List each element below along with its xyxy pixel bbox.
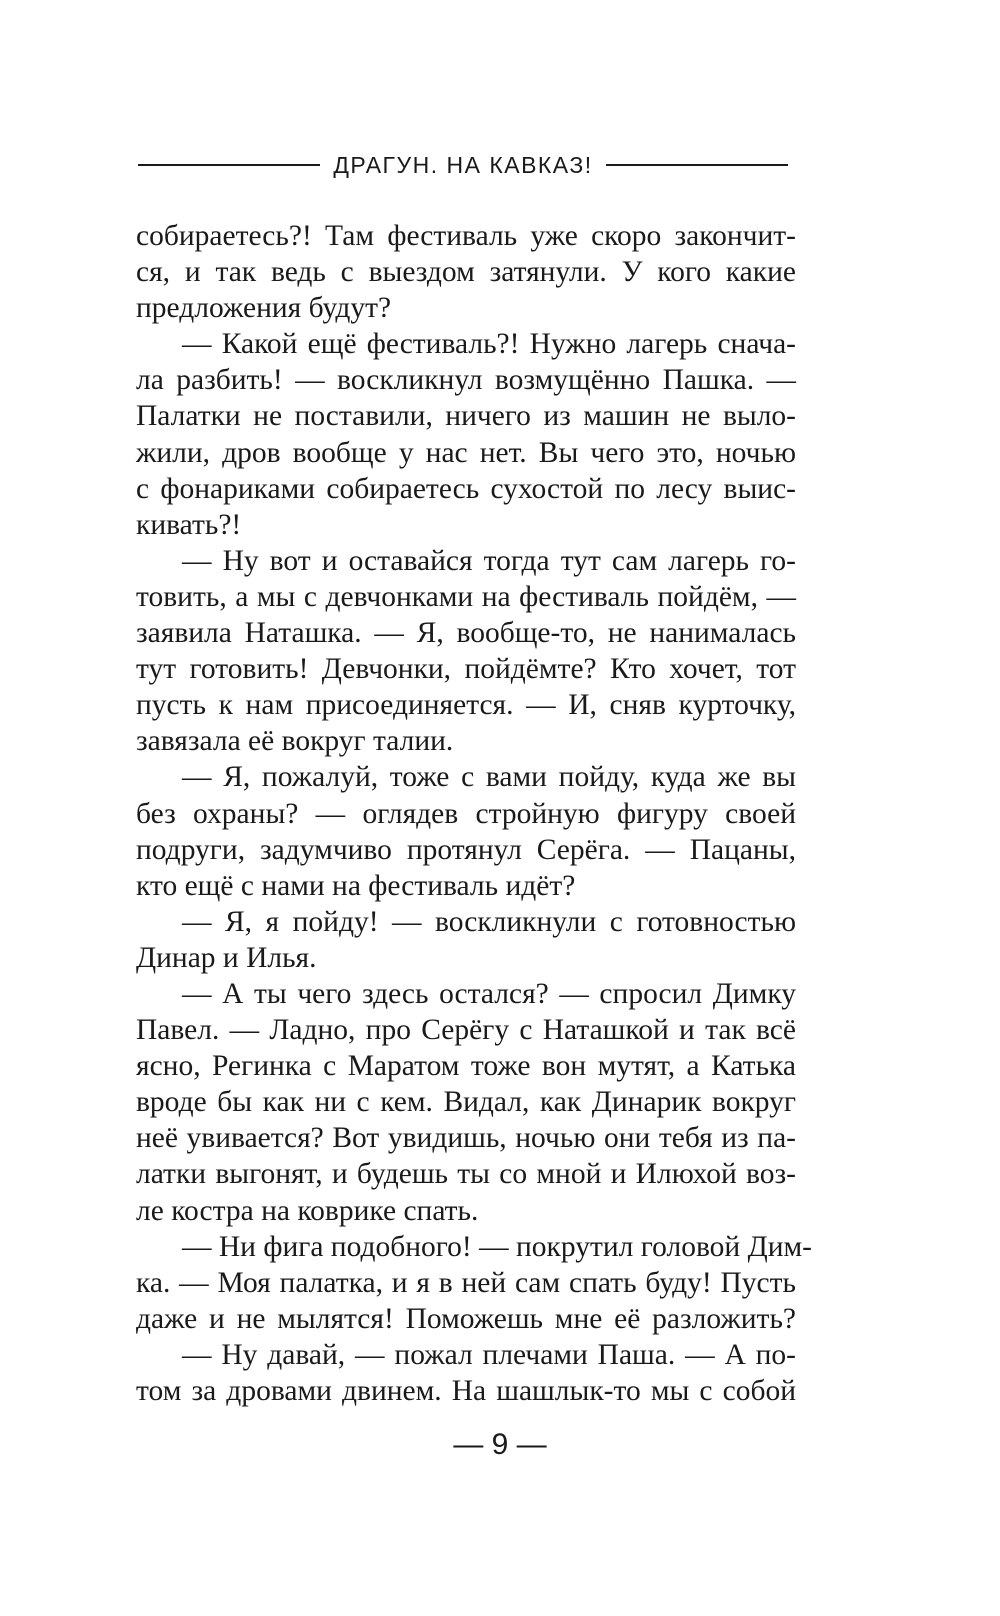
text-line: подруги, задумчиво протянул Серёга. — Пацаны, <box>136 833 796 866</box>
text-line: товить, а мы с девчонками на фестиваль пойдём, — <box>136 580 796 613</box>
text-line: — Ну давай, — пожал плечами Паша. — А по- <box>182 1338 796 1371</box>
text-line: Павел. — Ладно, про Серёгу с Наташкой и так всё <box>136 1014 796 1047</box>
text-line: неё увивается? Вот увидишь, ночью они тебя из па- <box>136 1122 796 1155</box>
text-line: — Я, пожалуй, тоже с вами пойду, куда же вы <box>182 761 796 794</box>
text-line: ясно, Регинка с Маратом тоже вон мутят, а Катька <box>136 1050 796 1083</box>
text-line: кивать?! <box>136 508 242 541</box>
text-line: тут готовить! Девчонки, пойдёмте? Кто хочет, тот <box>136 653 796 686</box>
text-line: даже и не мылятся! Поможешь мне её разложить? <box>136 1302 796 1335</box>
text-line: ка. — Моя палатка, и я в ней сам спать буду! Пусть <box>136 1266 796 1299</box>
text-line: латки выгонят, и будешь ты со мной и Илюхой воз- <box>136 1158 796 1191</box>
text-line: Динар и Илья. <box>136 941 317 974</box>
text-line: — Какой ещё фестиваль?! Нужно лагерь снача- <box>182 328 796 361</box>
text-line: собираетесь?! Там фестиваль уже скоро закончит- <box>136 220 796 252</box>
text-line: ся, и так ведь с выездом затянули. У кого какие <box>136 256 796 289</box>
text-line: — А ты чего здесь остался? — спросил Димку <box>182 977 796 1010</box>
text-line: ла разбить! — воскликнул возмущённо Пашка. — <box>136 364 796 397</box>
body-text <box>136 218 812 1409</box>
text-line: ле костра на коврике спать. <box>136 1194 479 1227</box>
text-line: — Я, я пойду! — воскликнули с готовностью <box>182 905 796 938</box>
text-line: без охраны? — оглядев стройную фигуру своей <box>136 797 796 830</box>
book-title: ДРАГУН. НА КАВКАЗ! <box>333 151 593 178</box>
text-line: жили, дров вообще у нас нет. Вы чего это, ночью <box>136 436 796 469</box>
text-line: заявила Наташка. — Я, вообще-то, не нанималась <box>136 617 796 650</box>
page-number: — 9 — <box>453 1428 547 1461</box>
text-line: с фонариками собираетесь сухостой по лесу выис- <box>136 472 796 505</box>
text-line: — Ни фига подобного! — покрутил головой Дим- <box>182 1230 812 1263</box>
text-line: Палатки не поставили, ничего из машин не выло- <box>136 400 796 433</box>
running-header <box>138 150 788 180</box>
text-line: пусть к нам присоединяется. — И, сняв курточку, <box>136 689 796 722</box>
header-rule-right <box>606 164 788 166</box>
text-line: предложения будут? <box>136 292 392 325</box>
text-line: завязала её вокруг талии. <box>136 725 454 758</box>
text-line: — Ну вот и оставайся тогда тут сам лагерь го- <box>182 544 796 577</box>
text-line: том за дровами двинем. На шашлык-то мы с собой <box>136 1375 796 1407</box>
text-line: кто ещё с нами на фестиваль идёт? <box>136 869 576 902</box>
text-line: вроде бы как ни с кем. Видал, как Динарик вокруг <box>136 1086 796 1119</box>
header-rule-left <box>138 164 320 166</box>
